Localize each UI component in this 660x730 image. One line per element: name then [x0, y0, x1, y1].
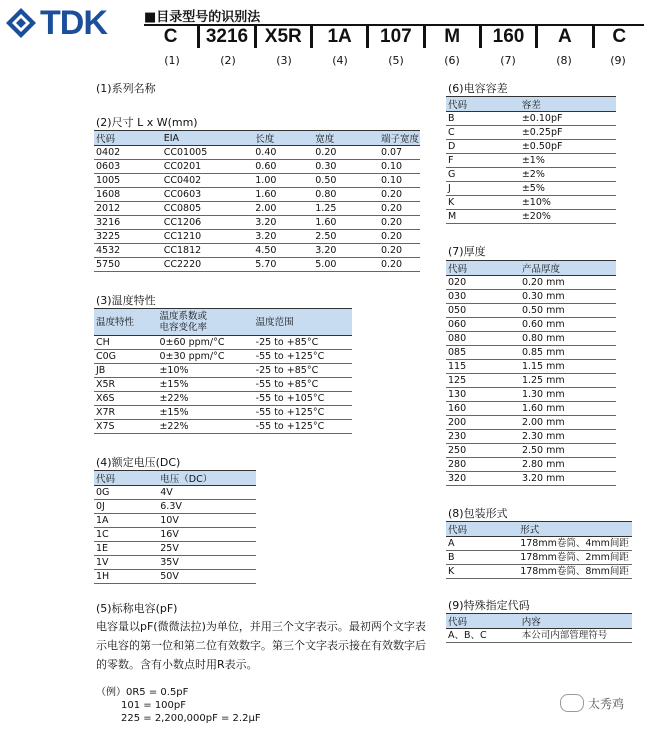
table-cell: K — [446, 196, 520, 210]
table-cell: -25 to +85°C — [254, 336, 352, 350]
sec8-title: (8)包装形式 — [448, 507, 508, 520]
table-row — [446, 416, 616, 430]
table-cell: 本公司内部管理符号 — [520, 629, 632, 643]
table-cell: 1.15 mm — [520, 360, 616, 374]
table-cell: 0.50 mm — [520, 304, 616, 318]
part-code-numbers — [144, 54, 644, 67]
table-cell: 0603 — [94, 160, 162, 174]
part-code-number-1: (1) — [164, 54, 180, 67]
table-cell: 0±30 ppm/°C — [157, 350, 253, 364]
table-row — [94, 500, 256, 514]
column-header: 代码 — [446, 97, 520, 112]
table-row — [446, 304, 616, 318]
table-cell: 3.20 — [313, 244, 379, 258]
sec3-title: (3)温度特性 — [96, 294, 156, 307]
part-code-number-7: (7) — [500, 54, 516, 67]
table-cell: 2.50 mm — [520, 444, 616, 458]
table-row — [446, 551, 632, 565]
table-cell: ±0.10pF — [520, 112, 616, 126]
table-row — [94, 174, 420, 188]
capacitance-description: 电容量以pF(微微法拉)为单位，并用三个文字表示。最初两个文字表示电容的第一位和第二位有效数字。第三个文字表示接在有效数字后的零数。含有小数点时用R表示。 — [96, 620, 426, 671]
column-header: 代码 — [94, 131, 162, 146]
table-row — [446, 374, 616, 388]
table-cell: 085 — [446, 346, 520, 360]
page-title-text: 目录型号的识别法 — [156, 10, 261, 25]
table-cell: CC2220 — [162, 258, 254, 272]
table-cell: X7S — [94, 420, 157, 434]
table-row — [446, 360, 616, 374]
table-cell: ±0.25pF — [520, 126, 616, 140]
size-table — [94, 130, 420, 272]
part-code-7: 160 — [482, 26, 538, 48]
special-code-table — [446, 613, 632, 643]
table-row — [94, 570, 256, 584]
table-cell: CC1206 — [162, 216, 254, 230]
table-cell: 230 — [446, 430, 520, 444]
table-cell: 0.20 mm — [520, 276, 616, 290]
table-cell: 0.20 — [379, 258, 420, 272]
table-cell: CC01005 — [162, 146, 254, 160]
table-cell: 125 — [446, 374, 520, 388]
table-cell: 0.80 mm — [520, 332, 616, 346]
sec4-title: (4)额定电压(DC) — [96, 456, 181, 469]
table-row — [446, 154, 616, 168]
table-row — [446, 537, 632, 551]
column-header: 代码 — [446, 522, 518, 537]
table-cell: J — [446, 182, 520, 196]
table-cell: 320 — [446, 472, 520, 486]
table-cell: 5750 — [94, 258, 162, 272]
table-cell: ±22% — [157, 420, 253, 434]
table-cell: -55 to +125°C — [254, 420, 352, 434]
tdk-logo — [4, 3, 140, 42]
table-cell: A — [446, 537, 518, 551]
table-cell: 0.10 — [379, 160, 420, 174]
table-cell: X6S — [94, 392, 157, 406]
table-cell: ±0.50pF — [520, 140, 616, 154]
table-cell: X7R — [94, 406, 157, 420]
table-cell: B — [446, 112, 520, 126]
column-header: 代码 — [446, 614, 520, 629]
table-cell: 178mm卷筒、4mm间距 — [518, 537, 632, 551]
table-header — [94, 131, 420, 146]
table-cell: 1V — [94, 556, 158, 570]
part-code-row — [144, 24, 644, 52]
part-code-5: 107 — [369, 26, 425, 48]
table-cell: 200 — [446, 416, 520, 430]
table-cell: 2012 — [94, 202, 162, 216]
table-row — [446, 332, 616, 346]
table-row — [446, 168, 616, 182]
table-row — [94, 420, 352, 434]
table-cell: 0.40 — [253, 146, 313, 160]
column-header: 内容 — [520, 614, 632, 629]
table-cell: CC0201 — [162, 160, 254, 174]
table-row — [94, 202, 420, 216]
column-header: 宽度 — [313, 131, 379, 146]
column-header: 温度范围 — [254, 309, 352, 336]
table-row — [446, 140, 616, 154]
example-3: 225 = 2,200,000pF = 2.2μF — [121, 713, 261, 724]
table-cell: 2.00 mm — [520, 416, 616, 430]
table-cell: JB — [94, 364, 157, 378]
tolerance-table — [446, 96, 616, 224]
table-cell: 0.20 — [379, 244, 420, 258]
table-cell: -55 to +85°C — [254, 378, 352, 392]
table-header — [446, 261, 616, 276]
table-cell: 1.30 mm — [520, 388, 616, 402]
table-cell: 0402 — [94, 146, 162, 160]
table-cell: ±22% — [157, 392, 253, 406]
table-cell: 160 — [446, 402, 520, 416]
table-cell: 2.50 — [313, 230, 379, 244]
part-code-number-6: (6) — [444, 54, 460, 67]
table-row — [446, 388, 616, 402]
table-cell: F — [446, 154, 520, 168]
table-cell: K — [446, 565, 518, 579]
table-cell: 50V — [158, 570, 256, 584]
table-cell: 0.60 mm — [520, 318, 616, 332]
table-header — [446, 97, 616, 112]
column-header: 温度特性 — [94, 309, 157, 336]
table-cell: ±5% — [520, 182, 616, 196]
wechat-icon — [560, 694, 584, 712]
table-cell: 4532 — [94, 244, 162, 258]
table-cell: 1E — [94, 542, 158, 556]
packaging-table — [446, 521, 632, 579]
table-cell: C0G — [94, 350, 157, 364]
table-cell: 1.00 — [253, 174, 313, 188]
table-row — [446, 126, 616, 140]
table-cell: 1H — [94, 570, 158, 584]
table-row — [94, 378, 352, 392]
table-cell: 3.20 — [253, 230, 313, 244]
table-cell: A、B、C — [446, 629, 520, 643]
table-row — [94, 188, 420, 202]
thickness-table — [446, 260, 616, 486]
sec2-title: (2)尺寸 L x W(mm) — [96, 116, 198, 129]
table-cell: 080 — [446, 332, 520, 346]
table-row — [446, 402, 616, 416]
table-row — [94, 336, 352, 350]
table-cell: 0.30 mm — [520, 290, 616, 304]
table-cell: 16V — [158, 528, 256, 542]
table-cell: 178mm卷筒、2mm间距 — [518, 551, 632, 565]
table-cell: 3216 — [94, 216, 162, 230]
column-header: 温度系数或 电容变化率 — [157, 309, 253, 336]
table-cell: D — [446, 140, 520, 154]
column-header: 电压（DC） — [158, 471, 256, 486]
part-code-number-2: (2) — [220, 54, 236, 67]
table-cell: 0.20 — [379, 202, 420, 216]
table-row — [446, 629, 632, 643]
table-cell: ±20% — [520, 210, 616, 224]
table-row — [94, 392, 352, 406]
table-row — [446, 196, 616, 210]
part-code-number-9: (9) — [610, 54, 626, 67]
table-cell: 2.00 — [253, 202, 313, 216]
table-cell: 0.20 — [379, 230, 420, 244]
table-row — [446, 430, 616, 444]
table-cell: 0.50 — [313, 174, 379, 188]
table-header — [94, 309, 352, 336]
part-code-number-3: (3) — [276, 54, 292, 67]
table-cell: 060 — [446, 318, 520, 332]
table-row — [446, 112, 616, 126]
part-code-9: C — [612, 26, 627, 47]
table-cell: 35V — [158, 556, 256, 570]
example-1: （例）0R5 = 0.5pF — [96, 687, 189, 698]
table-cell: CC0805 — [162, 202, 254, 216]
column-header: 产品厚度 — [520, 261, 616, 276]
table-cell: 280 — [446, 458, 520, 472]
table-cell: M — [446, 210, 520, 224]
example-2: 101 = 100pF — [121, 700, 187, 711]
watermark — [560, 694, 624, 712]
table-header — [446, 614, 632, 629]
column-header: 形式 — [518, 522, 632, 537]
table-cell: 178mm卷筒、8mm间距 — [518, 565, 632, 579]
table-cell: 050 — [446, 304, 520, 318]
part-code-number-5: (5) — [388, 54, 404, 67]
page-title: ■目录型号的识别法 — [144, 10, 261, 25]
table-cell: 25V — [158, 542, 256, 556]
temperature-table — [94, 308, 352, 434]
table-cell: ±2% — [520, 168, 616, 182]
table-row — [94, 350, 352, 364]
column-header: 代码 — [446, 261, 520, 276]
table-cell: 0.20 — [379, 216, 420, 230]
part-code-3: X5R — [257, 26, 313, 48]
table-cell: 1.60 — [313, 216, 379, 230]
table-cell: 0.10 — [379, 174, 420, 188]
tdk-logo-emblem-icon — [4, 6, 38, 40]
table-cell: 4V — [158, 486, 256, 500]
table-row — [446, 444, 616, 458]
table-cell: CH — [94, 336, 157, 350]
table-cell: 0.85 mm — [520, 346, 616, 360]
table-row — [94, 514, 256, 528]
column-header: EIA — [162, 131, 254, 146]
table-cell: -55 to +125°C — [254, 350, 352, 364]
table-row — [94, 244, 420, 258]
watermark-text: 太秀鸡 — [588, 696, 625, 711]
table-cell: 250 — [446, 444, 520, 458]
table-cell: 0.20 — [379, 188, 420, 202]
table-row — [94, 542, 256, 556]
table-row — [446, 565, 632, 579]
table-cell: 6.3V — [158, 500, 256, 514]
table-cell: 0J — [94, 500, 158, 514]
table-cell: 0.30 — [313, 160, 379, 174]
table-row — [94, 160, 420, 174]
table-row — [446, 458, 616, 472]
logo-text: TDK — [40, 3, 107, 42]
table-cell: 1.25 — [313, 202, 379, 216]
part-code-4: 1A — [313, 26, 369, 48]
table-cell: CC0603 — [162, 188, 254, 202]
table-cell: -55 to +125°C — [254, 406, 352, 420]
table-cell: 0.07 — [379, 146, 420, 160]
table-cell: 1.60 — [253, 188, 313, 202]
table-row — [446, 276, 616, 290]
table-cell: 1C — [94, 528, 158, 542]
table-row — [446, 210, 616, 224]
table-row — [94, 216, 420, 230]
table-row — [94, 230, 420, 244]
table-cell: -55 to +105°C — [254, 392, 352, 406]
table-cell: ±10% — [157, 364, 253, 378]
table-row — [94, 486, 256, 500]
table-cell: 1608 — [94, 188, 162, 202]
table-cell: 030 — [446, 290, 520, 304]
voltage-table — [94, 470, 256, 584]
sec6-title: (6)电容容差 — [448, 82, 508, 95]
table-row — [94, 406, 352, 420]
table-cell: 2.80 mm — [520, 458, 616, 472]
table-row — [94, 528, 256, 542]
part-code-8: A — [538, 26, 594, 48]
sec9-title: (9)特殊指定代码 — [448, 599, 530, 612]
table-header — [94, 471, 256, 486]
table-cell: G — [446, 168, 520, 182]
table-cell: 0.80 — [313, 188, 379, 202]
sec5-title: (5)标称电容(pF) — [96, 602, 178, 615]
table-cell: 10V — [158, 514, 256, 528]
column-header: 代码 — [94, 471, 158, 486]
table-header — [446, 522, 632, 537]
table-cell: CC0402 — [162, 174, 254, 188]
table-cell: CC1210 — [162, 230, 254, 244]
table-cell: ±15% — [157, 378, 253, 392]
table-cell: B — [446, 551, 518, 565]
table-cell: ±1% — [520, 154, 616, 168]
part-code-1: C — [144, 26, 200, 48]
table-cell: 0.20 — [313, 146, 379, 160]
table-row — [94, 258, 420, 272]
table-cell: 5.00 — [313, 258, 379, 272]
table-cell: 1A — [94, 514, 158, 528]
table-cell: 0G — [94, 486, 158, 500]
table-cell: 0.60 — [253, 160, 313, 174]
table-row — [94, 556, 256, 570]
table-cell: 0±60 ppm/°C — [157, 336, 253, 350]
table-cell: 5.70 — [253, 258, 313, 272]
column-header: 端子宽度 — [379, 131, 420, 146]
table-row — [446, 290, 616, 304]
part-code-number-4: (4) — [332, 54, 348, 67]
table-cell: 1005 — [94, 174, 162, 188]
sec1-title: (1)系列名称 — [96, 82, 156, 95]
table-row — [446, 318, 616, 332]
table-row — [446, 182, 616, 196]
table-cell: 1.60 mm — [520, 402, 616, 416]
part-code-6: M — [426, 26, 482, 48]
table-cell: 2.30 mm — [520, 430, 616, 444]
table-cell: 3.20 — [253, 216, 313, 230]
table-cell: X5R — [94, 378, 157, 392]
sec7-title: (7)厚度 — [448, 245, 486, 258]
table-cell: ±15% — [157, 406, 253, 420]
column-header: 容差 — [520, 97, 616, 112]
table-cell: 1.25 mm — [520, 374, 616, 388]
column-header: 长度 — [253, 131, 313, 146]
table-cell: 115 — [446, 360, 520, 374]
table-cell: -25 to +85°C — [254, 364, 352, 378]
table-cell: 130 — [446, 388, 520, 402]
table-cell: 3.20 mm — [520, 472, 616, 486]
table-row — [94, 146, 420, 160]
part-code-number-8: (8) — [556, 54, 572, 67]
table-cell: 020 — [446, 276, 520, 290]
table-row — [94, 364, 352, 378]
table-cell: CC1812 — [162, 244, 254, 258]
part-code-2: 3216 — [200, 26, 256, 48]
table-cell: 4.50 — [253, 244, 313, 258]
table-row — [446, 472, 616, 486]
table-cell: 3225 — [94, 230, 162, 244]
table-row — [446, 346, 616, 360]
table-cell: C — [446, 126, 520, 140]
table-cell: ±10% — [520, 196, 616, 210]
